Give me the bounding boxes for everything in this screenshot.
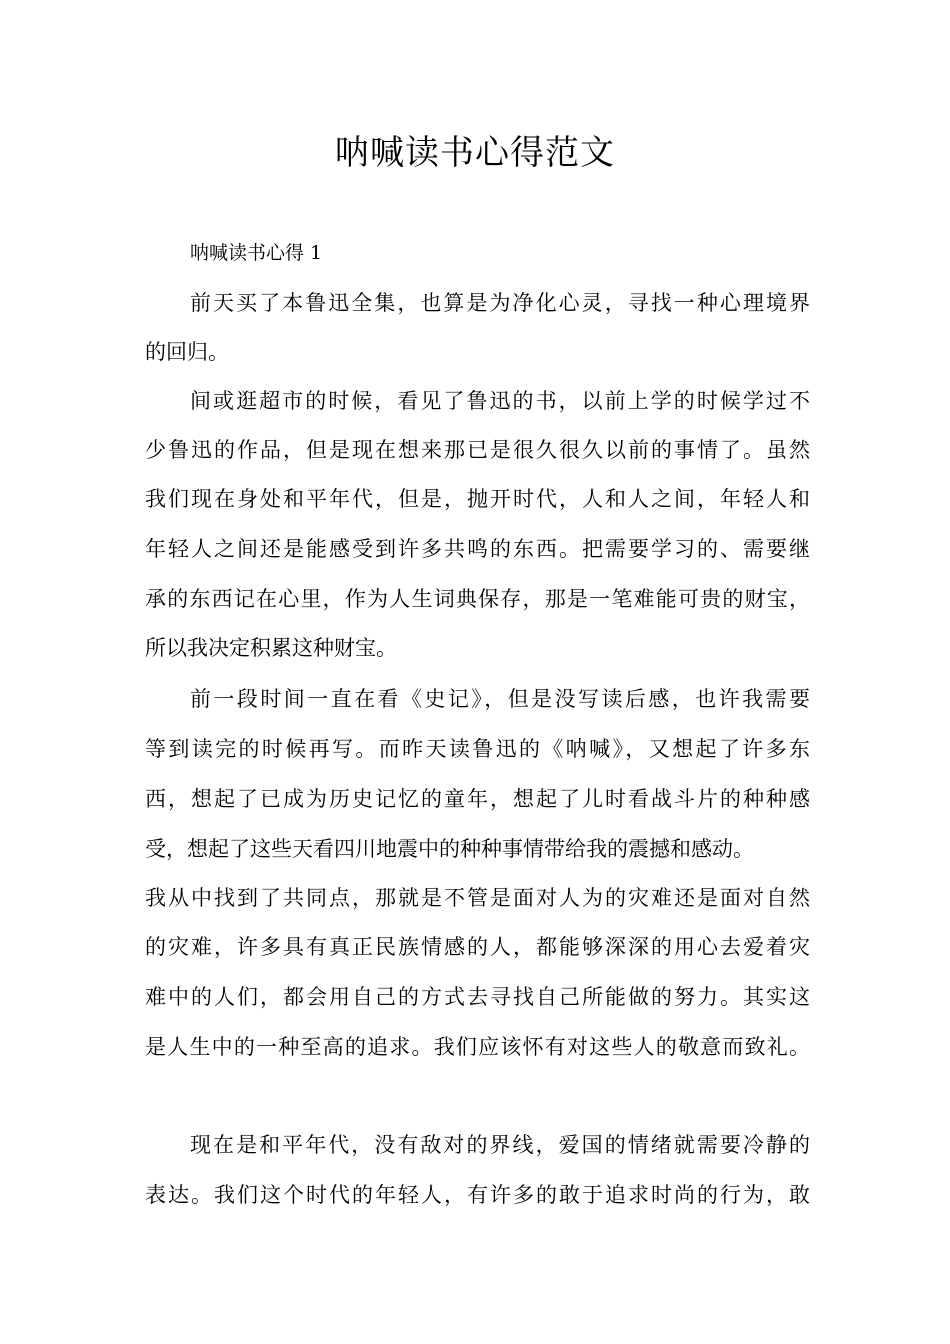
text-line: 前天买了本鲁迅全集，也算是为净化心灵，寻找一种心理境界 <box>190 291 810 315</box>
text-line: 间或逛超市的时候，看见了鲁迅的书，以前上学的时候学过不 <box>190 389 810 413</box>
text-line: 我从中找到了共同点，那就是不管是面对人为的灾难还是面对自然 <box>145 886 810 910</box>
text-line: 的回归。 <box>145 340 229 364</box>
text-line: 承的东西记在心里，作为人生词典保存，那是一笔难能可贵的财宝， <box>145 587 810 611</box>
text-line: 受，想起了这些天看四川地震中的种种事情带给我的震撼和感动。 <box>145 837 754 861</box>
text-line: 的灾难，许多具有真正民族情感的人，都能够深深的用心去爱着灾 <box>145 935 810 959</box>
text-line: 是人生中的一种至高的追求。我们应该怀有对这些人的敬意而致礼。 <box>145 1035 810 1059</box>
text-line: 前一段时间一直在看《史记》，但是没写读后感，也许我需要 <box>190 687 810 711</box>
section-heading: 呐喊读书心得 1 <box>190 242 323 264</box>
text-line: 所以我决定积累这种财宝。 <box>145 636 397 660</box>
text-line: 难中的人们，都会用自己的方式去寻找自己所能做的努力。其实这 <box>145 985 810 1009</box>
text-line: 现在是和平年代，没有敌对的界线，爱国的情绪就需要冷静的 <box>190 1133 810 1157</box>
text-line: 少鲁迅的作品，但是现在想来那已是很久很久以前的事情了。虽然 <box>145 438 810 462</box>
text-line: 等到读完的时候再写。而昨天读鲁迅的《呐喊》，又想起了许多东 <box>145 737 810 761</box>
text-line: 表达。我们这个时代的年轻人，有许多的敢于追求时尚的行为，敢 <box>145 1183 810 1207</box>
text-line: 年轻人之间还是能感受到许多共鸣的东西。把需要学习的、需要继 <box>145 537 810 561</box>
text-line: 西，想起了已成为历史记忆的童年，想起了儿时看战斗片的种种感 <box>145 787 810 811</box>
text-line: 我们现在身处和平年代，但是，抛开时代，人和人之间，年轻人和 <box>145 487 810 511</box>
document-title: 呐喊读书心得范文 <box>335 133 615 173</box>
